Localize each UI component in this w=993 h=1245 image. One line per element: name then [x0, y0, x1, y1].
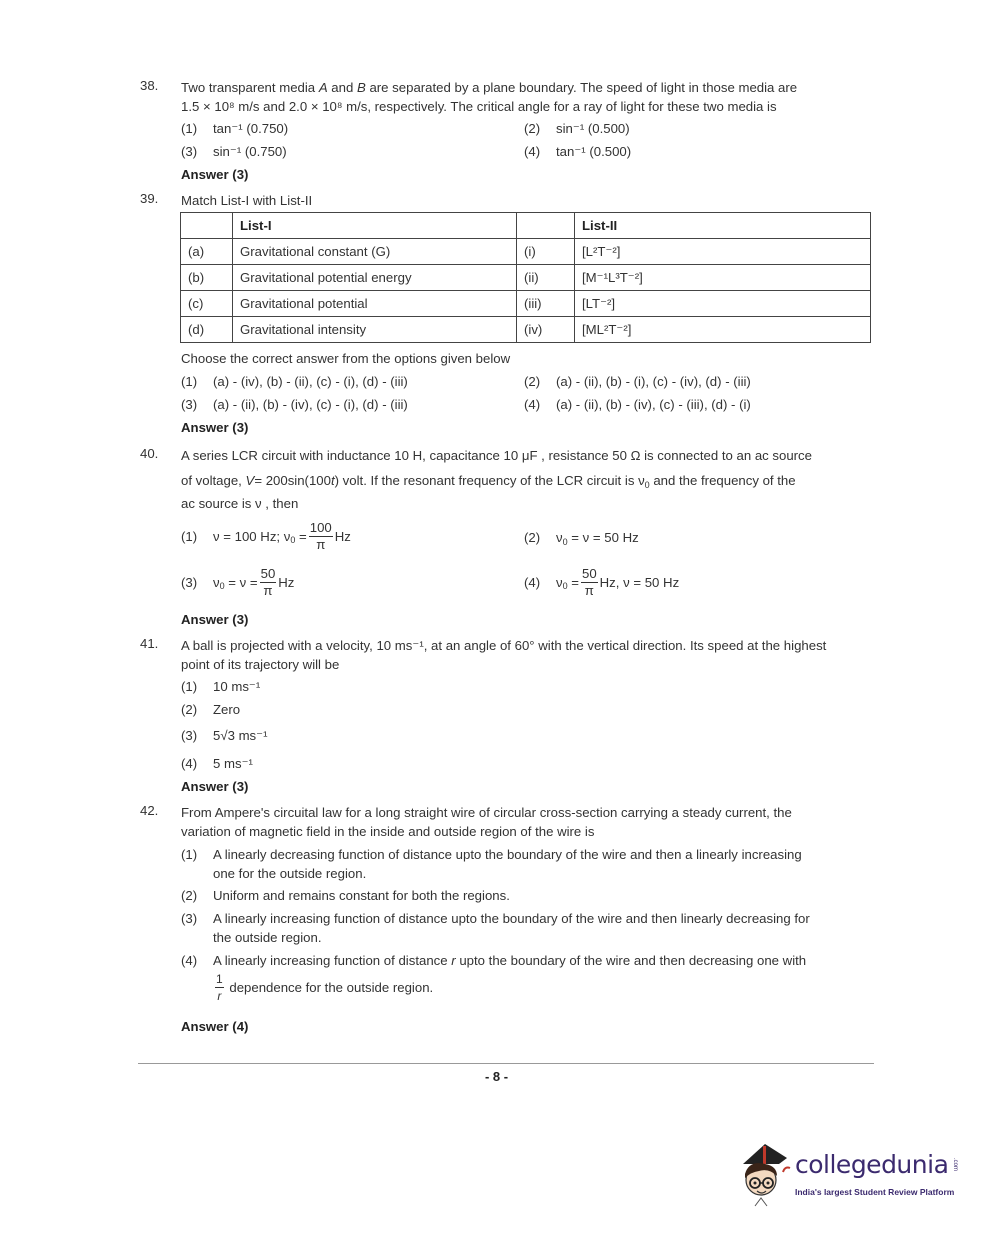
option-2[interactable]: (2) $\nu_0 = \nu = 50$ Hz	[524, 530, 639, 547]
option-1[interactable]: (1) 10 ms⁻¹	[181, 679, 261, 694]
option-2[interactable]: (2) sin⁻¹ (0.500)	[524, 121, 630, 136]
question-number: 41.	[140, 636, 159, 651]
option-2[interactable]: (2) Zero	[181, 702, 241, 717]
question-text: A ball is projected with a velocity, 10 ms⁻¹, at an angle of 60° with the vertical direction. Its speed at the highest	[181, 638, 827, 653]
table-row: (d) Gravitational intensity (iv) [ML²T⁻²]	[181, 317, 871, 343]
answer: Answer (3)	[181, 779, 249, 794]
question-text: From Ampere's circuital law for a long straight wire of circular cross-section carrying a steady current, the	[181, 805, 792, 820]
table-row: (a) Gravitational constant (G) (i) [L²T⁻²]	[181, 239, 871, 265]
answer: Answer (4)	[181, 1019, 249, 1034]
question-number: 40.	[140, 446, 159, 461]
question-text: point of its trajectory will be	[181, 657, 340, 672]
option-3[interactable]: (3) A linearly increasing function of distance upto the boundary of the wire and then linearly decreasing for the outside region.	[181, 911, 810, 945]
choose-instruction: Choose the correct answer from the options given below	[181, 351, 511, 366]
option-4[interactable]: (4) A linearly increasing function of distance r upto the boundary of the wire and then decreasing one with	[181, 953, 807, 968]
table-row: (b) Gravitational potential energy (ii) [M⁻¹L³T⁻²]	[181, 265, 871, 291]
option-4-continued: $\frac{1}{r}$ dependence for the outside region.	[216, 972, 434, 1003]
question-number: 39.	[140, 191, 159, 206]
option-4[interactable]: (4) tan⁻¹ (0.500)	[524, 144, 632, 159]
table-row: (c) Gravitational potential (iii) [LT⁻²]	[181, 291, 871, 317]
footer-divider	[138, 1063, 874, 1064]
option-2[interactable]: (2) Uniform and remains constant for both the regions.	[181, 888, 510, 903]
brand-suffix: .com	[952, 1158, 958, 1172]
option-4[interactable]: (4) (a) - (ii), (b) - (iv), (c) - (iii), (d) - (i)	[524, 397, 751, 412]
question-number: 38.	[140, 78, 159, 93]
answer: Answer (3)	[181, 167, 249, 182]
header-list-1: List-I	[233, 213, 517, 239]
header-list-2: List-II	[575, 213, 871, 239]
table-header-row	[181, 213, 871, 239]
brand-name: collegedunia	[795, 1150, 949, 1179]
question-text: variation of magnetic field in the inside and outside region of the wire is	[181, 824, 595, 839]
brand-tagline: India's largest Student Review Platform	[795, 1187, 955, 1197]
question-text: of voltage, V= 200sin(100t) volt. If the resonant frequency of the LCR circuit is $\nu_0$ and the frequency of the	[181, 473, 796, 490]
question-text: ac source is ν , then	[181, 496, 299, 511]
option-1[interactable]: (1) tan⁻¹ (0.750)	[181, 121, 289, 136]
question-text: 1.5 × 10⁸ m/s and 2.0 × 10⁸ m/s, respectively. The critical angle for a ray of light for these two media is	[181, 99, 777, 114]
option-1[interactable]: (1) (a) - (iv), (b) - (ii), (c) - (i), (d) - (iii)	[181, 374, 408, 389]
option-3[interactable]: (3) (a) - (ii), (b) - (iv), (c) - (i), (d) - (iii)	[181, 397, 408, 412]
option-1[interactable]: (1) A linearly decreasing function of distance upto the boundary of the wire and then a linearly increasing one for the outside region.	[181, 847, 802, 881]
option-4[interactable]: (4) 5 ms⁻¹	[181, 756, 253, 771]
question-text: Match List-I with List-II	[181, 193, 313, 208]
option-3[interactable]: (3) 5√3 ms⁻¹	[181, 728, 268, 743]
option-2[interactable]: (2) (a) - (ii), (b) - (i), (c) - (iv), (d) - (iii)	[524, 374, 751, 389]
match-table	[180, 212, 871, 343]
option-1[interactable]: (1) ν = 100 Hz; $\nu_0$ = $\frac{100}{\pi}$ Hz	[181, 520, 351, 552]
question-text: A series LCR circuit with inductance 10 H, capacitance 10 μF , resistance 50 Ω is connected to an ac source	[181, 448, 812, 463]
page-number: - 8 -	[484, 1069, 509, 1084]
question-text: Two transparent media A and B are separated by a plane boundary. The speed of light in those media are	[181, 80, 798, 95]
question-number: 42.	[140, 803, 159, 818]
option-3[interactable]: (3) sin⁻¹ (0.750)	[181, 144, 287, 159]
option-4[interactable]: (4) $\nu_0$ = $\frac{50}{\pi}$ Hz, ν = 50 Hz	[524, 566, 680, 598]
answer: Answer (3)	[181, 612, 249, 627]
option-3[interactable]: (3) $\nu_0 = \nu$ = $\frac{50}{\pi}$ Hz	[181, 566, 295, 598]
answer: Answer (3)	[181, 420, 249, 435]
